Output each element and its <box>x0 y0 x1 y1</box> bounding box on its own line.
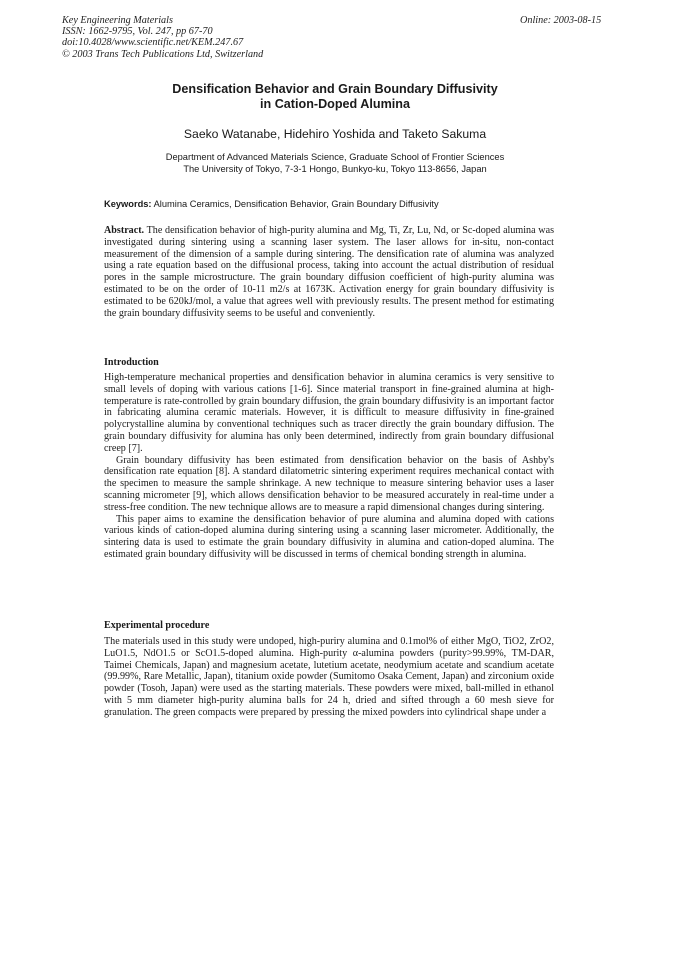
issn-line: ISSN: 1662-9795, Vol. 247, pp 67-70 <box>62 26 213 38</box>
keywords <box>104 199 564 209</box>
title-line-1: Densification Behavior and Grain Boundary Diffusivity <box>172 82 498 96</box>
experimental-heading: Experimental procedure <box>104 620 210 631</box>
introduction-section <box>104 372 554 561</box>
journal-name: Key Engineering Materials <box>62 15 173 26</box>
copyright-line: © 2003 Trans Tech Publications Ltd, Switzerland <box>62 48 264 60</box>
abstract-label: Abstract. <box>104 225 145 236</box>
journal-metadata <box>62 15 263 60</box>
introduction-heading: Introduction <box>104 357 159 368</box>
keywords-text: Alumina Ceramics, Densification Behavior, Grain Boundary Diffusivity <box>153 199 439 209</box>
experimental-section <box>104 636 554 719</box>
affiliation <box>100 152 570 175</box>
abstract-text: The densification behavior of high-purity alumina and Mg, Ti, Zr, Lu, Nd, or Sc-doped alumina was investigated during sintering using a scanning laser system. The laser allows for in-situ, non-contact measurement of the dimension of a sample during sintering. The densification rate of alumina was analyzed using a rate equation based on the diffusional process, taking into account the actual distribution of residual pores in the sample microstructure. The grain boundary diffusion coefficient of high-purity alumina was estimated to be on the order of 10-11 m2/s at 1673K. Activation energy for grain boundary diffusivity is estimated to be 620kJ/mol, a value that agrees well with previously results. The present method for estimating the grain boundary diffusivity seems to be useful and conveniently. <box>104 225 555 319</box>
intro-paragraph-2: Grain boundary diffusivity has been estimated from densification behavior on the basis of Ashby's densification rate equation [8]. A standard dilatometric sintering experiment requires mechanical contact with the specimen to measure the sample shrinkage. A new technique to measure sintering behavior uses a laser scanning micrometer [9], which allows densification behavior to be measured accurately in real-time under a stress-free condition. The new technique allows are to measure a rapid dimensional changes during sintering. <box>104 454 554 513</box>
affiliation-line-1: Department of Advanced Materials Science, Graduate School of Frontier Sciences <box>165 152 505 162</box>
experimental-paragraph-1: The materials used in this study were undoped, high-puriry alumina and 0.1mol% of either MgO, TiO2, ZrO2, LuO1.5, NdO1.5 or ScO1.5-doped alumina. High-purity α-alumina powders (purity>99.99%, TM-DAR, Taimei Chemicals, Japan) and magnesium acetate, lutetium acetate, neodymium acetate and scandium acetate (99.99%, Rare Metallic, Japan), titanium oxide powder (Sumitomo Osaka Cement, Japan) and zirconium oxide powder (Tosoh, Japan) were used as the starting materials. These powders were mixed, ball-milled in ethanol with 5 mm diameter high-purity alumina balls for 24 h, dried and sifted through a 60 mesh sieve for granulation. The green compacts were prepared by pressing the mixed powders into cylindrical shape under a <box>104 636 554 718</box>
title-line-2: in Cation-Doped Alumina <box>260 97 410 111</box>
intro-paragraph-1: High-temperature mechanical properties and densification behavior in alumina ceramics is very sensitive to small levels of doping with various cations [1-6]. Since material transport in fine-grained alumina at high-temperature is rate-controlled by grain boundary diffusion, the grain boundary diffusivity is an important factor in fabricating alumina ceramic materials. However, it is difficult to measure diffusivity in fine-grained polycrystalline alumina by conventional techniques such as tracer directly the grain boundary diffusion. The grain boundary diffusivity for alumina has only been determined, indirectly from grain boundary diffusional creep [7]. <box>104 372 554 454</box>
abstract <box>104 225 554 319</box>
authors: Saeko Watanabe, Hidehiro Yoshida and Taketo Sakuma <box>183 127 487 141</box>
intro-paragraph-3: This paper aims to examine the densification behavior of pure alumina and alumina doped with cations various kinds of cation-doped alumina during sintering using a scanning laser micrometer. Additionally, the sintering data is used to estimate the grain boundary diffusivity in alumina and cation-doped alumina. The estimated grain boundary diffusivity will be discussed in terms of chemical bonding strength in alumina. <box>104 513 554 560</box>
doi-line: doi:10.4028/www.scientific.net/KEM.247.67 <box>62 37 244 49</box>
affiliation-line-2: The University of Tokyo, 7-3-1 Hongo, Bunkyo-ku, Tokyo 113-8656, Japan <box>183 163 487 174</box>
keywords-label: Keywords: <box>104 199 152 209</box>
paper-title <box>100 82 570 112</box>
online-date: Online: 2003-08-15 <box>520 15 602 26</box>
